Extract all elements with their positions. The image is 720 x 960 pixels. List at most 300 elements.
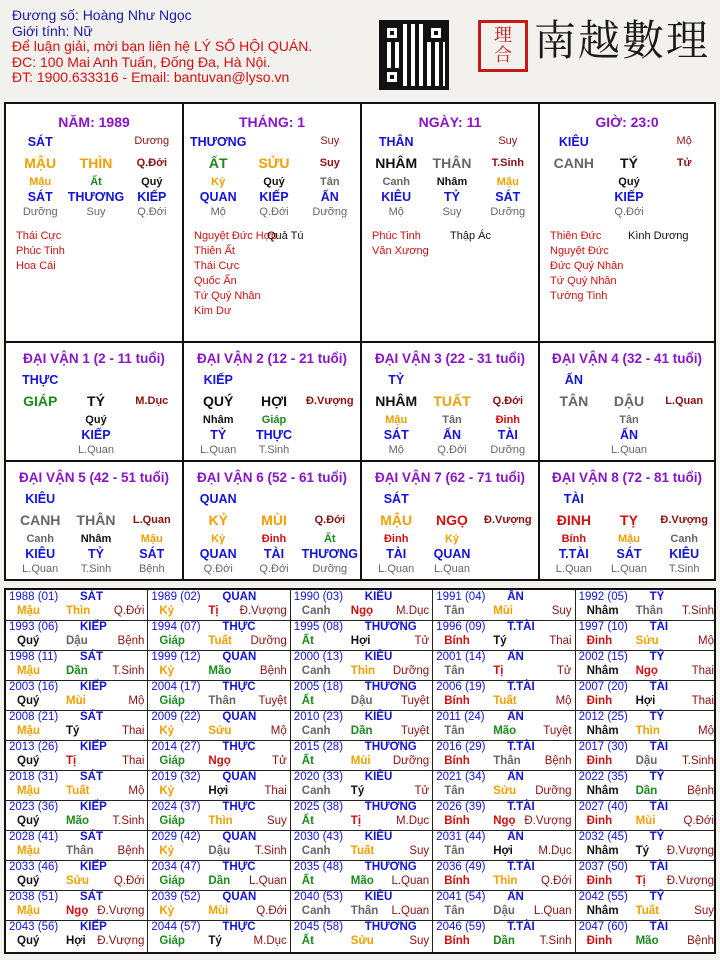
year-cell[interactable] [148,830,290,860]
ten-god-top: KIÊU [25,492,56,506]
stage-note: M.Dục [135,395,169,407]
year-stem: Mậu [17,725,40,737]
earthly-branch: HỢI [261,393,287,409]
dai-van-box-4[interactable] [4,460,184,581]
hidden-stage: Mộ [388,206,404,218]
year-cell[interactable] [291,590,433,620]
year-stage: Mộ [555,695,572,707]
year-cell[interactable] [433,590,575,620]
year-label: 2011 (24) [436,711,485,723]
year-cell[interactable] [6,590,148,620]
year-cell[interactable] [433,920,575,950]
hidden-ten-god: SÁT [139,547,165,561]
year-stem: Giáp [159,755,185,767]
earthly-branch: SỬU [258,155,290,171]
hidden-stage: Suy [442,206,462,218]
year-label: 1994 (07) [151,621,201,633]
year-cell[interactable] [6,740,148,770]
shen-sha-star: Tướng Tinh [550,290,608,302]
year-cell[interactable] [433,650,575,680]
year-cell[interactable] [291,860,433,890]
earthly-branch: TÝ [620,155,638,171]
year-stage: L.Quan [391,875,430,887]
year-stem: Nhâm [586,905,619,917]
year-label: 2047 (60) [578,921,628,933]
year-branch: Dậu [350,695,373,707]
year-ten-god: KIÊU [364,891,393,903]
year-branch: Tị [635,875,646,887]
year-ten-god: KIÊU [364,711,393,723]
hidden-ten-god: KIẾP [614,190,644,204]
hidden-ten-god: KIÊU [381,190,412,204]
year-branch: Tý [208,935,222,947]
year-stage: Tử [556,665,572,677]
dai-van-box-2[interactable] [360,341,540,462]
year-label: 2020 (33) [293,771,344,783]
year-stage: Dưỡng [250,635,287,647]
year-stem: Bính [444,695,470,707]
year-cell[interactable] [576,860,718,890]
year-stage: Thai [122,725,145,737]
hidden-stage: L.Quan [200,444,237,456]
hidden-stage: Dưỡng [490,206,526,218]
hidden-stage: Suy [86,206,106,218]
year-branch: Thân [350,905,379,917]
year-ten-god: KIẾP [80,741,107,753]
year-label: 2029 (42) [151,831,201,843]
year-cell[interactable] [291,830,433,860]
year-stage: M.Dục [538,845,572,857]
year-branch: Thìn [493,875,518,887]
year-stem: Kỷ [159,665,175,677]
year-cell[interactable] [6,860,148,890]
year-stem: Đinh [586,815,613,827]
dai-van-box-0[interactable] [4,341,184,462]
box-title: ĐẠI VẬN 6 (52 - 61 tuổi) [196,470,348,485]
year-label: 2008 (21) [9,711,59,723]
heavenly-stem: KỶ [208,512,228,528]
shen-sha-star: Thiên Đức [550,230,602,242]
year-label: 1997 (10) [578,621,628,633]
year-ten-god: THỰC [222,621,256,633]
year-label: 2039 (52) [151,891,201,903]
shen-sha-star: Tứ Quý Nhân [550,275,617,287]
year-label: 2033 (46) [9,861,59,873]
year-ten-god: TÀI [649,741,669,753]
year-cell[interactable] [6,830,148,860]
year-cell[interactable] [6,890,148,920]
year-stage: Tuyệt [258,695,287,707]
year-label: 2015 (28) [293,741,344,753]
year-cell[interactable] [148,620,290,650]
year-stage: Tử [414,635,430,647]
year-cell[interactable] [6,800,148,830]
year-stage: Q.Đới [113,875,145,887]
year-stem: Nhâm [586,665,619,677]
stage-note: L.Quan [665,395,704,407]
header-info [12,8,312,86]
year-stage: Tuyệt [400,695,430,707]
year-cell[interactable] [433,890,575,920]
year-cell[interactable] [291,740,433,770]
year-label: 1998 (11) [9,651,58,663]
hidden-stage: Q.Đới [137,206,167,218]
year-label: 2013 (26) [9,741,59,753]
year-stage: Tử [272,755,287,767]
ten-god-top: KIẾP [203,373,233,387]
year-branch: Mùi [66,695,86,707]
year-stage: Bệnh [544,755,572,767]
hidden-stem: Nhâm [202,414,234,426]
year-ten-god: TỶ [649,891,665,903]
shen-sha-star: Thái Cực [16,230,62,242]
year-branch: Dậu [635,755,658,767]
year-ten-god: KIÊU [364,831,393,843]
year-label: 2028 (41) [9,831,59,843]
year-label: 2007 (20) [578,681,628,693]
year-ten-god: THỰC [222,801,256,813]
year-ten-god: QUAN [222,591,257,603]
year-branch: Hợi [66,935,86,947]
year-ten-god: TÀI [649,621,669,633]
year-branch: Ngọ [66,905,89,917]
year-label: 1993 (06) [9,621,59,633]
year-cell[interactable] [6,770,148,800]
box-title: ĐẠI VẬN 4 (32 - 41 tuổi) [551,351,703,366]
dai-van-box-6[interactable] [360,460,540,581]
stage-top: Suy [320,135,340,147]
year-branch: Ngọ [493,815,516,827]
heavenly-stem: MẬU [24,155,57,171]
year-cell[interactable] [433,710,575,740]
year-stem: Mậu [17,845,40,857]
year-cell[interactable] [433,680,575,710]
heavenly-stem: CANH [553,155,595,171]
year-ten-god: THỰC [222,741,256,753]
year-branch: Sửu [66,875,90,887]
year-stage: Đ.Vượng [524,815,572,827]
hidden-ten-god: TỶ [444,190,460,204]
stage-note: Đ.Vượng [306,395,354,407]
heavenly-stem: CANH [19,512,61,528]
year-cell[interactable] [433,770,575,800]
year-label: 2023 (36) [9,801,59,813]
year-ten-god: KIẾP [80,801,107,813]
year-stage: Thai [691,665,714,677]
year-cell[interactable] [6,710,148,740]
qr-code-icon[interactable] [379,20,449,90]
year-stem: Ất [301,815,314,827]
year-cell[interactable] [576,590,718,620]
earthly-branch: THÂN [432,155,472,171]
year-label: 2037 (50) [578,861,628,873]
year-cell[interactable] [291,650,433,680]
year-cell[interactable] [148,890,290,920]
shen-sha-star: Phúc Tinh [372,230,421,242]
year-cell[interactable] [433,860,575,890]
hidden-stage: T.Sinh [80,563,112,575]
year-stage: Thai [122,755,145,767]
year-branch: Mão [66,815,89,827]
year-branch: Dần [493,935,515,947]
year-cell[interactable] [576,620,718,650]
year-label: 1989 (02) [151,591,201,603]
ten-god-top: ẤN [564,373,583,387]
earthly-branch: DẬU [613,393,645,409]
year-stem: Ất [301,755,314,767]
year-label: 2009 (22) [151,711,201,723]
box-title: ĐẠI VẬN 2 (12 - 21 tuổi) [196,351,348,366]
year-cell[interactable] [6,650,148,680]
hidden-ten-god: ẤN [619,428,639,442]
year-ten-god: KIẾP [80,621,107,633]
year-ten-god: SÁT [80,831,103,843]
stage-note: Q.Đới [136,157,168,169]
year-label: 2040 (53) [293,891,344,903]
pillar-box-2[interactable] [360,102,540,343]
year-branch: Tị [208,605,219,617]
hidden-stage: Mộ [210,206,226,218]
year-label: 2038 (51) [9,891,59,903]
stage-note: Q.Đới [314,514,346,526]
year-stem: Bính [444,635,470,647]
year-stem: Mậu [17,905,40,917]
year-label: 1996 (09) [436,621,486,633]
year-ten-god: SÁT [80,771,103,783]
year-label: 2001 (14) [436,651,486,663]
year-branch: Hợi [208,785,229,797]
hidden-ten-god: TÀI [386,547,407,561]
year-stem: Kỷ [159,845,175,857]
year-label: 2034 (47) [151,861,201,873]
hidden-stem: Ất [90,176,102,188]
year-ten-god: KIÊU [364,591,393,603]
gender: Giới tính: Nữ [12,22,93,39]
year-ten-god: THƯƠNG [364,681,417,693]
year-label: 2003 (16) [9,681,59,693]
hidden-stem: Đinh [261,533,287,545]
shen-sha-star: Kim Dư [194,305,232,317]
year-branch: Dần [208,875,231,887]
year-cell[interactable] [433,740,575,770]
hidden-stem: Quý [141,176,163,188]
year-ten-god: TỶ [649,711,665,723]
year-stem: Quý [17,695,40,707]
year-branch: Dần [350,725,373,737]
year-stem: Đinh [586,875,613,887]
hidden-ten-god: THƯƠNG [301,547,359,561]
hidden-ten-god: KIẾP [137,190,167,204]
dai-van-box-3[interactable] [538,341,716,462]
year-cell[interactable] [576,740,718,770]
year-ten-god: TÀI [649,681,669,693]
year-cell[interactable] [291,680,433,710]
year-branch: Mùi [635,815,656,827]
year-stem: Tân [444,785,465,797]
year-stem: Giáp [159,875,185,887]
year-cell[interactable] [576,650,718,680]
hidden-stem: Mậu [29,176,52,188]
year-cell[interactable] [576,920,718,950]
year-cell[interactable] [6,920,148,950]
hidden-ten-god: ẤN [442,428,462,442]
dai-van-box-1[interactable] [182,341,362,462]
year-stage: Dưỡng [535,785,572,797]
pillar-box-1[interactable] [182,102,362,343]
dai-van-box-7[interactable] [538,460,716,581]
year-ten-god: TÀI [649,921,669,933]
year-branch: Tị [493,665,504,677]
year-cell[interactable] [576,890,718,920]
ten-god-top: TÀI [563,492,584,506]
year-cell[interactable] [148,710,290,740]
hidden-stage: T.Sinh [258,444,290,456]
hidden-stem: Canh [382,176,410,188]
hidden-stem: Tân [619,414,639,426]
year-cell[interactable] [576,710,718,740]
year-label: 1992 (05) [578,591,628,603]
ten-god-top: SÁT [27,135,53,149]
hidden-stem: Quý [618,176,640,188]
year-ten-god: SÁT [80,711,103,723]
year-cell[interactable] [576,830,718,860]
dai-van-box-5[interactable] [182,460,362,581]
hidden-stem: Nhâm [436,176,468,188]
stage-top: Dương [134,135,170,147]
year-stem: Nhâm [586,725,619,737]
year-branch: Hợi [493,845,513,857]
year-cell[interactable] [148,680,290,710]
year-label: 2014 (27) [151,741,201,753]
year-cell[interactable] [148,650,290,680]
hidden-stem: Tân [442,414,462,426]
year-cell[interactable] [433,620,575,650]
year-ten-god: KIÊU [364,771,393,783]
hidden-stem: Nhâm [80,533,112,545]
year-ten-god: QUAN [222,651,257,663]
year-cell[interactable] [576,800,718,830]
year-cell[interactable] [148,770,290,800]
year-cell[interactable] [148,590,290,620]
year-cell[interactable] [291,800,433,830]
hidden-stem: Đinh [383,533,409,545]
year-cell[interactable] [291,920,433,950]
year-cell[interactable] [433,800,575,830]
year-cell[interactable] [291,620,433,650]
pillar-box-0[interactable] [4,102,184,343]
year-stem: Tân [444,725,465,737]
year-stem: Giáp [159,935,185,947]
year-stage: Suy [551,605,572,617]
year-stage: Thai [264,785,287,797]
year-branch: Ngọ [208,755,231,767]
contact-line[interactable]: Để luận giải, mời bạn liên hệ LÝ SỐ HỘI QUÁN. [12,38,313,54]
ten-god-top: SÁT [383,492,409,506]
hidden-stage: Q.Đới [614,206,644,218]
year-cell[interactable] [6,620,148,650]
hidden-stem: Tân [320,176,340,188]
year-cell[interactable] [6,680,148,710]
year-cell[interactable] [148,800,290,830]
year-stem: Bính [444,755,470,767]
heavenly-stem: TÂN [559,393,589,409]
year-stem: Ất [301,635,314,647]
year-cell[interactable] [148,740,290,770]
year-stage: Đ.Vượng [97,905,145,917]
heavenly-stem: GIÁP [23,393,58,409]
year-ten-god: SÁT [80,651,103,663]
year-branch: Mão [493,725,517,737]
hidden-stem: Canh [26,533,54,545]
year-cell[interactable] [433,830,575,860]
year-cell[interactable] [576,770,718,800]
year-cell[interactable] [291,770,433,800]
year-branch: Tuất [66,785,90,797]
ten-god-top: THỰC [22,373,59,387]
box-title: NGÀY: 11 [418,114,482,130]
hidden-stem: Giáp [261,414,287,426]
year-ten-god: TỶ [649,831,665,843]
year-branch: Mão [350,875,374,887]
heavenly-stem: ĐINH [556,512,591,528]
year-stem: Tân [444,605,465,617]
year-label: 2010 (23) [293,711,344,723]
year-cell[interactable] [291,710,433,740]
stage-note: L.Quan [132,514,171,526]
phone-email-line[interactable]: ĐT: 1900.633316 - Email: bantuvan@lyso.vn [12,69,290,85]
year-ten-god: THƯƠNG [364,741,417,753]
stage-note: Đ.Vượng [660,514,708,526]
earthly-branch: THÂN [76,512,116,528]
year-cell[interactable] [148,860,290,890]
hidden-stage: Mộ [388,444,404,456]
year-cell[interactable] [576,680,718,710]
hidden-stage: L.Quan [433,563,471,575]
hidden-stage: Q.Đới [203,563,233,575]
year-ten-god: ẤN [507,651,524,663]
year-ten-god: THƯƠNG [364,621,417,633]
year-stage: Mộ [128,695,145,707]
year-cell[interactable] [291,890,433,920]
year-stage: T.Sinh [682,605,714,617]
hidden-stem: Ất [323,533,336,545]
hidden-stage: Bệnh [138,563,165,575]
hidden-ten-god: THỰC [255,428,293,442]
stage-note: Tử [676,157,692,169]
year-label: 2027 (40) [578,801,628,813]
owner-name: Đương số: Hoàng Như Ngọc [12,7,192,23]
hidden-stage: Dưỡng [312,563,348,575]
year-stage: Suy [266,815,287,827]
heavenly-stem: MẬU [380,512,413,528]
pillar-box-3[interactable] [538,102,716,343]
ten-god-top: KIÊU [558,135,589,149]
shen-sha-star: Phúc Tinh [16,245,65,257]
year-ten-god: ẤN [507,831,524,843]
hidden-stage: Dưỡng [312,206,348,218]
year-branch: Thân [635,605,664,617]
ten-god-top: QUAN [199,492,237,506]
year-branch: Sửu [635,635,659,647]
hidden-ten-god: THƯƠNG [67,190,125,204]
hidden-stem: Đinh [495,414,521,426]
year-cell[interactable] [148,920,290,950]
year-ten-god: ẤN [507,771,524,783]
shen-sha-star: Kình Dương [628,230,689,242]
year-branch: Dần [635,785,658,797]
year-stem: Bính [444,935,470,947]
year-label: 2018 (31) [9,771,59,783]
